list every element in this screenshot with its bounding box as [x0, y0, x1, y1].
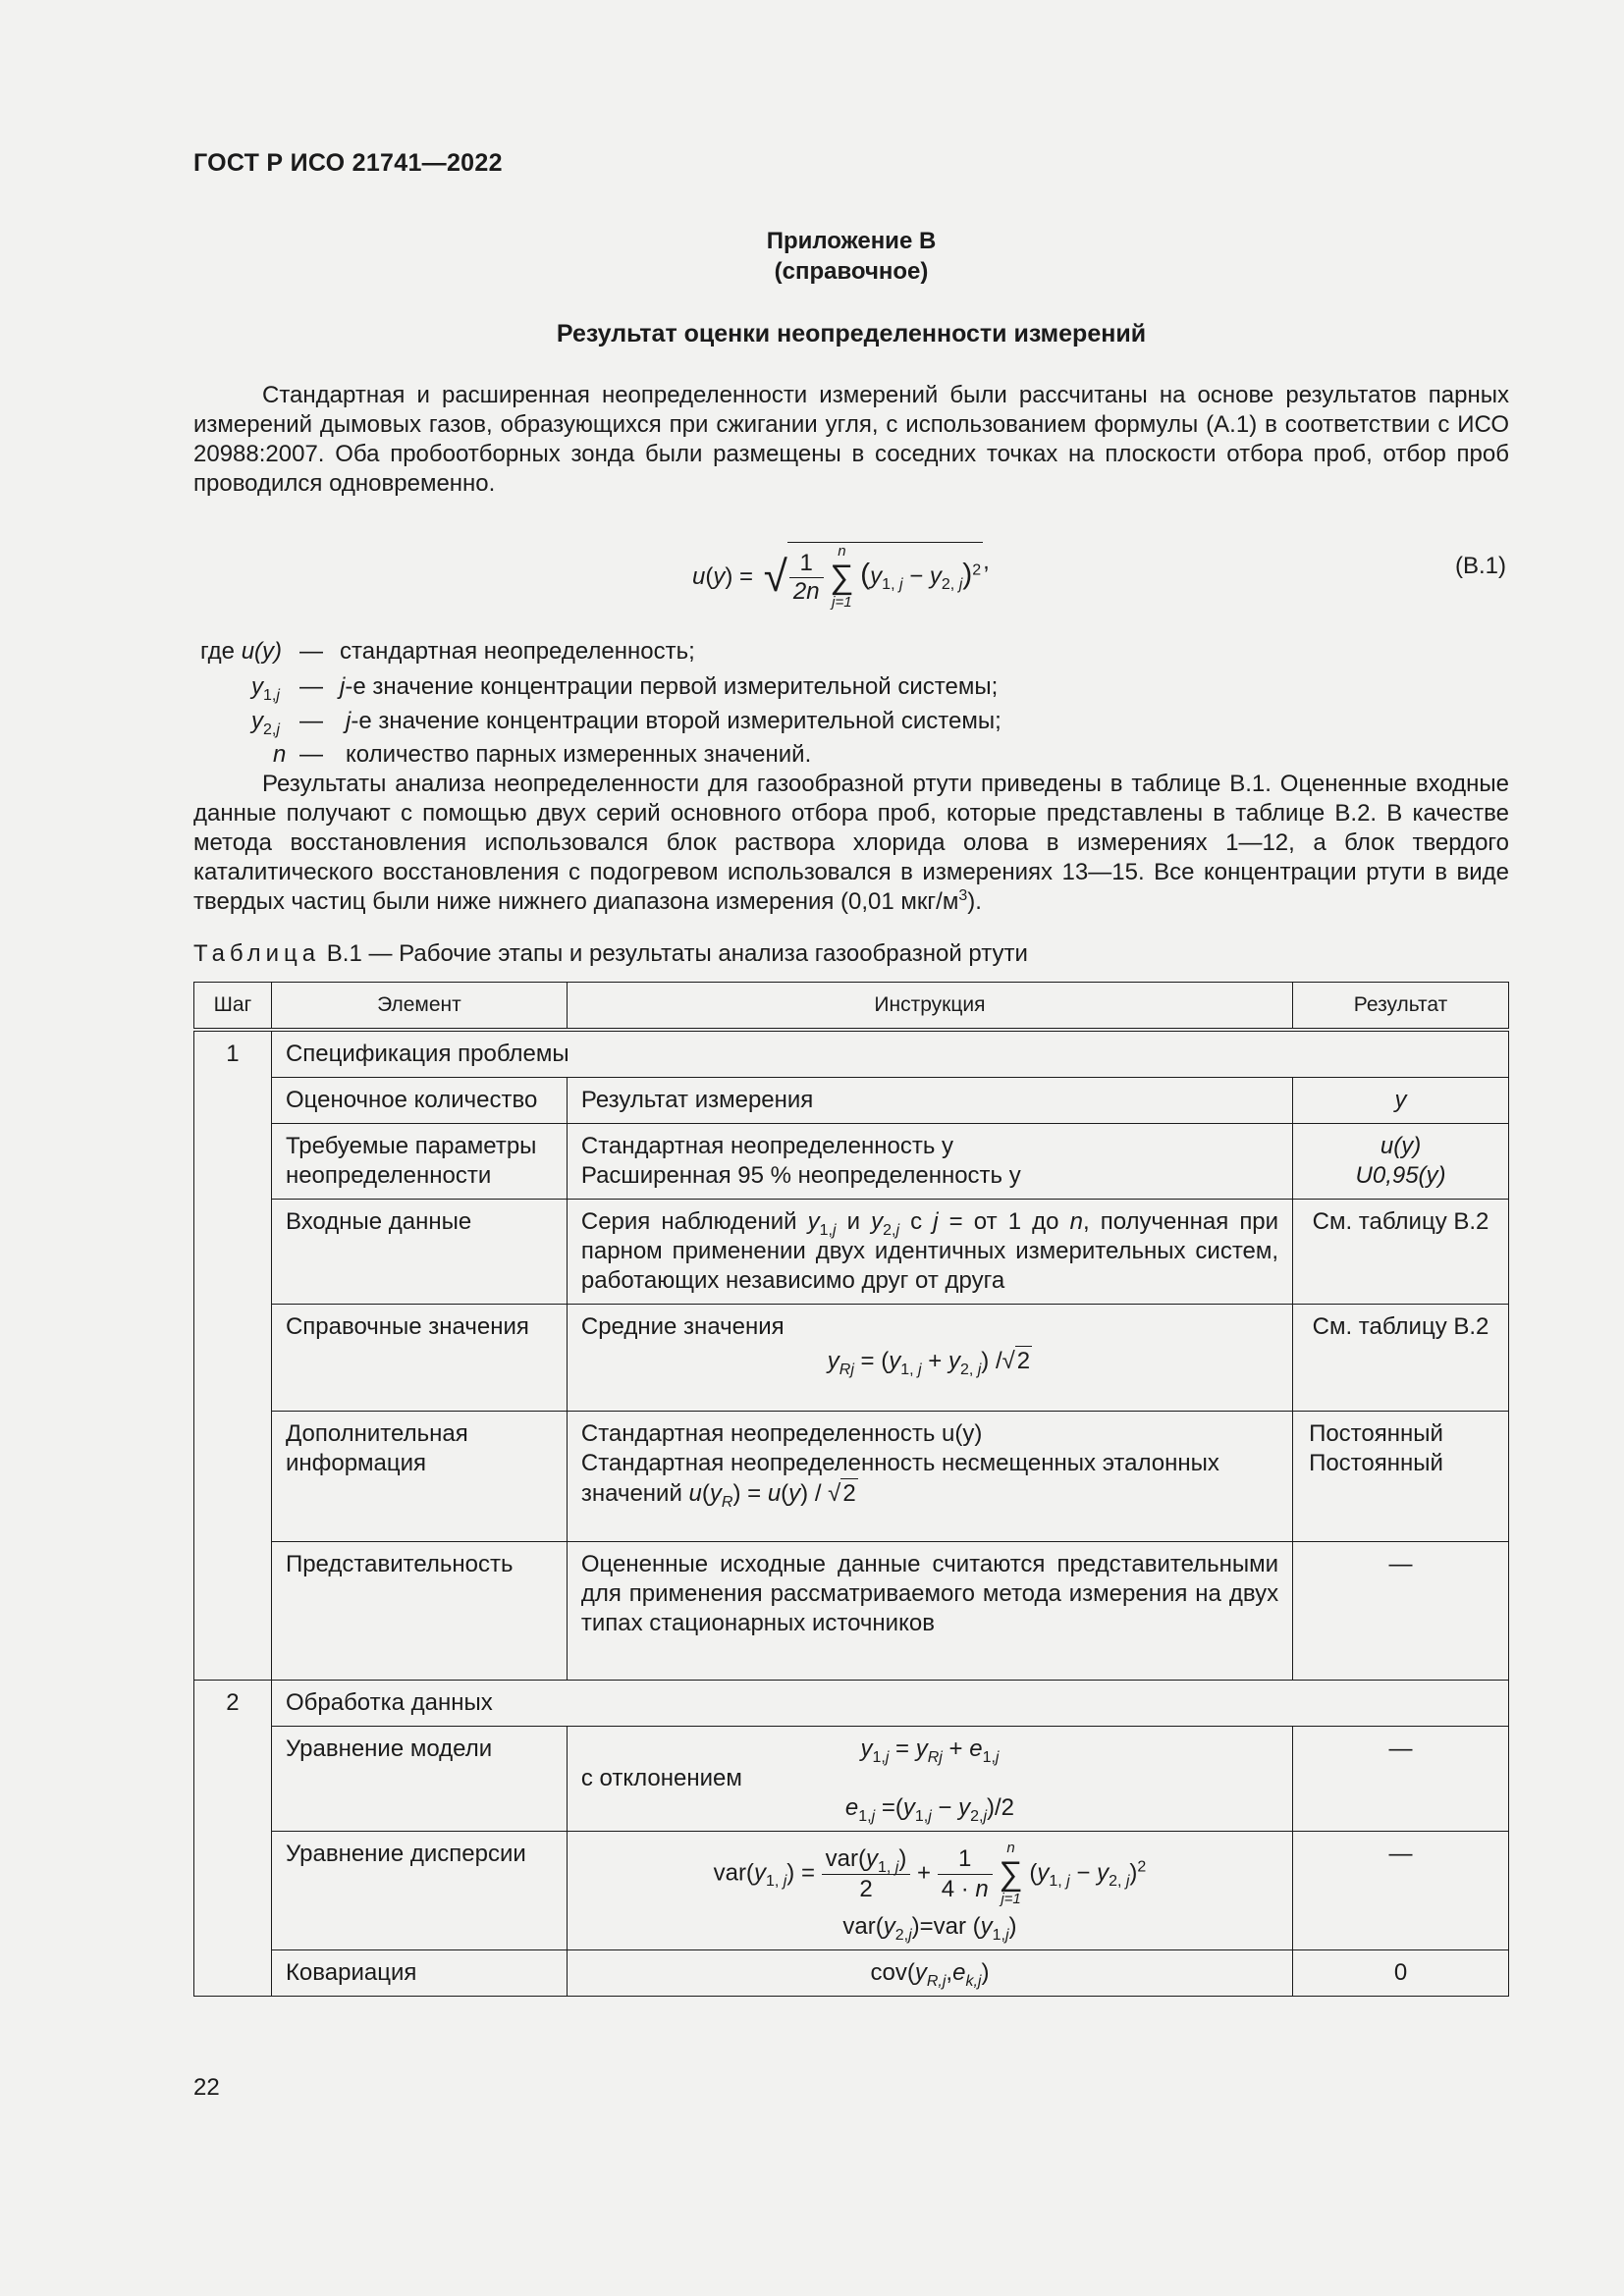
cell-element: Требуемые параметры неопределенности	[271, 1124, 567, 1200]
def-u	[200, 638, 282, 666]
table-header-row	[194, 983, 1509, 1031]
table-caption	[193, 940, 1028, 968]
step-1-title: Спецификация проблемы	[271, 1030, 1508, 1078]
cell-instruction: $y_{1,j} = y_{Rj} + e_{1,j}$ с отклонением $e_{1,j} =(y_{1,j} - y_{2,j})/2$	[567, 1727, 1292, 1832]
cell-element: Справочные значения	[271, 1305, 567, 1412]
cell-result: —	[1293, 1832, 1509, 1950]
cell-element: Ковариация	[271, 1950, 567, 1997]
cell-result: См. таблицу B.2	[1293, 1200, 1509, 1305]
table-caption-prefix: Таблица	[193, 940, 321, 967]
cell-instruction: Стандартная неопределенность u(y) Стандартная неопределенность несмещенных эталонных значений $u(y_R) = u(y) / √2$	[567, 1412, 1292, 1542]
u-symbol: u(y)	[241, 638, 283, 665]
header-step: Шаг	[194, 983, 272, 1031]
cell-element: Представительность	[271, 1542, 567, 1681]
header-result: Результат	[1293, 983, 1509, 1031]
section-title: Результат оценки неопределенности измерений	[556, 320, 1147, 347]
table-row	[194, 1727, 1509, 1832]
cell-element: Входные данные	[271, 1200, 567, 1305]
table-row	[194, 1950, 1509, 1997]
cell-result: Постоянный Постоянный	[1293, 1412, 1509, 1542]
table-row	[194, 1542, 1509, 1681]
def-n-text: количество парных измеренных значений.	[346, 741, 812, 768]
appendix-title: Приложение В	[766, 228, 937, 254]
cell-instruction: $cov(y_{R,j},e_{k,j})$	[567, 1950, 1292, 1997]
cell-element: Уравнение дисперсии	[271, 1832, 567, 1950]
table-row	[194, 1305, 1509, 1412]
def-dash-4: —	[299, 741, 323, 768]
cell-instruction: Средние значения $y_{Rj} = (y_{1, j} + y_{2, j})$ /√2	[567, 1305, 1292, 1412]
document-header: ГОСТ Р ИСО 21741—2022	[193, 149, 503, 177]
step-2-title: Обработка данных	[271, 1681, 1508, 1727]
cell-result: —	[1293, 1542, 1509, 1681]
def-dash-2: —	[299, 673, 323, 700]
y2j-symbol: $y_{2,j}$	[251, 708, 280, 738]
header-element: Элемент	[271, 983, 567, 1031]
appendix-subtitle: (справочное)	[774, 258, 929, 285]
table-row	[194, 1681, 1509, 1727]
where-label: где	[200, 638, 236, 665]
intro-paragraph	[193, 381, 1509, 499]
table-row	[194, 1412, 1509, 1542]
cell-result: См. таблицу B.2	[1293, 1305, 1509, 1412]
def-y2-text: j-е значение концентрации второй измерительной системы;	[346, 708, 1001, 734]
cell-element: Оценочное количество	[271, 1078, 567, 1124]
cell-instruction: Оцененные исходные данные считаются представительными для применения рассматриваемого метода измерения на двух типах стационарных источников	[567, 1542, 1292, 1681]
def-dash-1: —	[299, 638, 323, 665]
cell-result: y	[1293, 1078, 1509, 1124]
table-b1	[193, 982, 1509, 1997]
results-paragraph: Результаты анализа неопределенности для газообразной ртути приведены в таблице В.1. Оцененные входные данные получают с помощью двух серий основного отбора проб, которые представлены в таблице В.2. В качестве метода восстановления использовался блок раствора хлорида олова в измерениях 1—12, а блок твердого каталитического восстановления с подогревом использовался в измерениях 13—15. Все концентрации ртути в виде твердых частиц были ниже нижнего диапазона измерения (0,01 мкг/$м^3$).	[193, 771, 1509, 915]
def-u-text: стандартная неопределенность;	[340, 638, 695, 665]
cell-instruction: Стандартная неопределенность y Расширенная 95 % неопределенность y	[567, 1124, 1292, 1200]
cell-instruction: $var(y_{1, j})$ = $\frac{var(y_{1, j})}{2}$ + $\frac{1}{4 \cdot n}$ n ∑ j=1 $(y_{1, j} - y_{2, j})^2$ $var(y_{2,j})=var$ $(y_{1,j})$	[567, 1832, 1292, 1950]
def-dash-3: —	[299, 708, 323, 734]
table-caption-text: В.1 — Рабочие этапы и результаты анализа газообразной ртути	[326, 940, 1028, 967]
header-instruction: Инструкция	[567, 983, 1292, 1031]
n-symbol: n	[273, 741, 287, 768]
cell-instruction: Результат измерения	[567, 1078, 1292, 1124]
step-1: 1	[194, 1030, 272, 1681]
cell-result: 0	[1293, 1950, 1509, 1997]
cell-result: u(y) U0,95(y)	[1293, 1124, 1509, 1200]
table-row	[194, 1832, 1509, 1950]
intro-text: Стандартная и расширенная неопределенности измерений были рассчитаны на основе результатов парных измерений дымовых газов, образующихся при сжигании угля, с использованием формулы (А.1) в соответствии с ИСО 20988:2007. Оба пробоотборных зонда были размещены в соседних точках на плоскости отбора проб, отбор проб проводился одновременно.	[193, 382, 1509, 497]
table-row	[194, 1030, 1509, 1078]
results-text: Результаты анализа неопределенности для газообразной ртути приведены в таблице В.1. Оцененные входные данные получают с помощью двух серий основного отбора проб, которые представлены в таблице В.2. В качестве метода восстановления использовался блок раствора хлорида олова в измерениях 1—12, а блок твердого каталитического восстановления с подогревом использовался в измерениях 13—15. Все концентрации ртути в виде твердых частиц были ниже нижнего диапазона измерения (0,01 мкг/м	[193, 771, 1509, 915]
cell-instruction: Серия наблюдений $y_{1,j}$ и $y_{2,j}$ с j = от 1 до n, полученная при парном применении двух идентичных измерительных систем, работающих независимо друг от друга	[567, 1200, 1292, 1305]
page-number: 22	[193, 2074, 220, 2101]
cell-element: Уравнение модели	[271, 1727, 567, 1832]
table-row	[194, 1200, 1509, 1305]
y1j-symbol: $y_{1,j}$	[251, 673, 280, 704]
formula-number: (B.1)	[1455, 553, 1507, 579]
table-row	[194, 1124, 1509, 1200]
cell-element: Дополнительная информация	[271, 1412, 567, 1542]
def-y1-text: j-е значение концентрации первой измерительной системы;	[340, 673, 999, 700]
cell-result: —	[1293, 1727, 1509, 1832]
formula-b1: u(y) = √ $\frac{1}{2n}$ n ∑ j=1 $(y_{1, j} - y_{2, j})^2$,	[692, 543, 990, 611]
table-row	[194, 1078, 1509, 1124]
step-2: 2	[194, 1681, 272, 1997]
